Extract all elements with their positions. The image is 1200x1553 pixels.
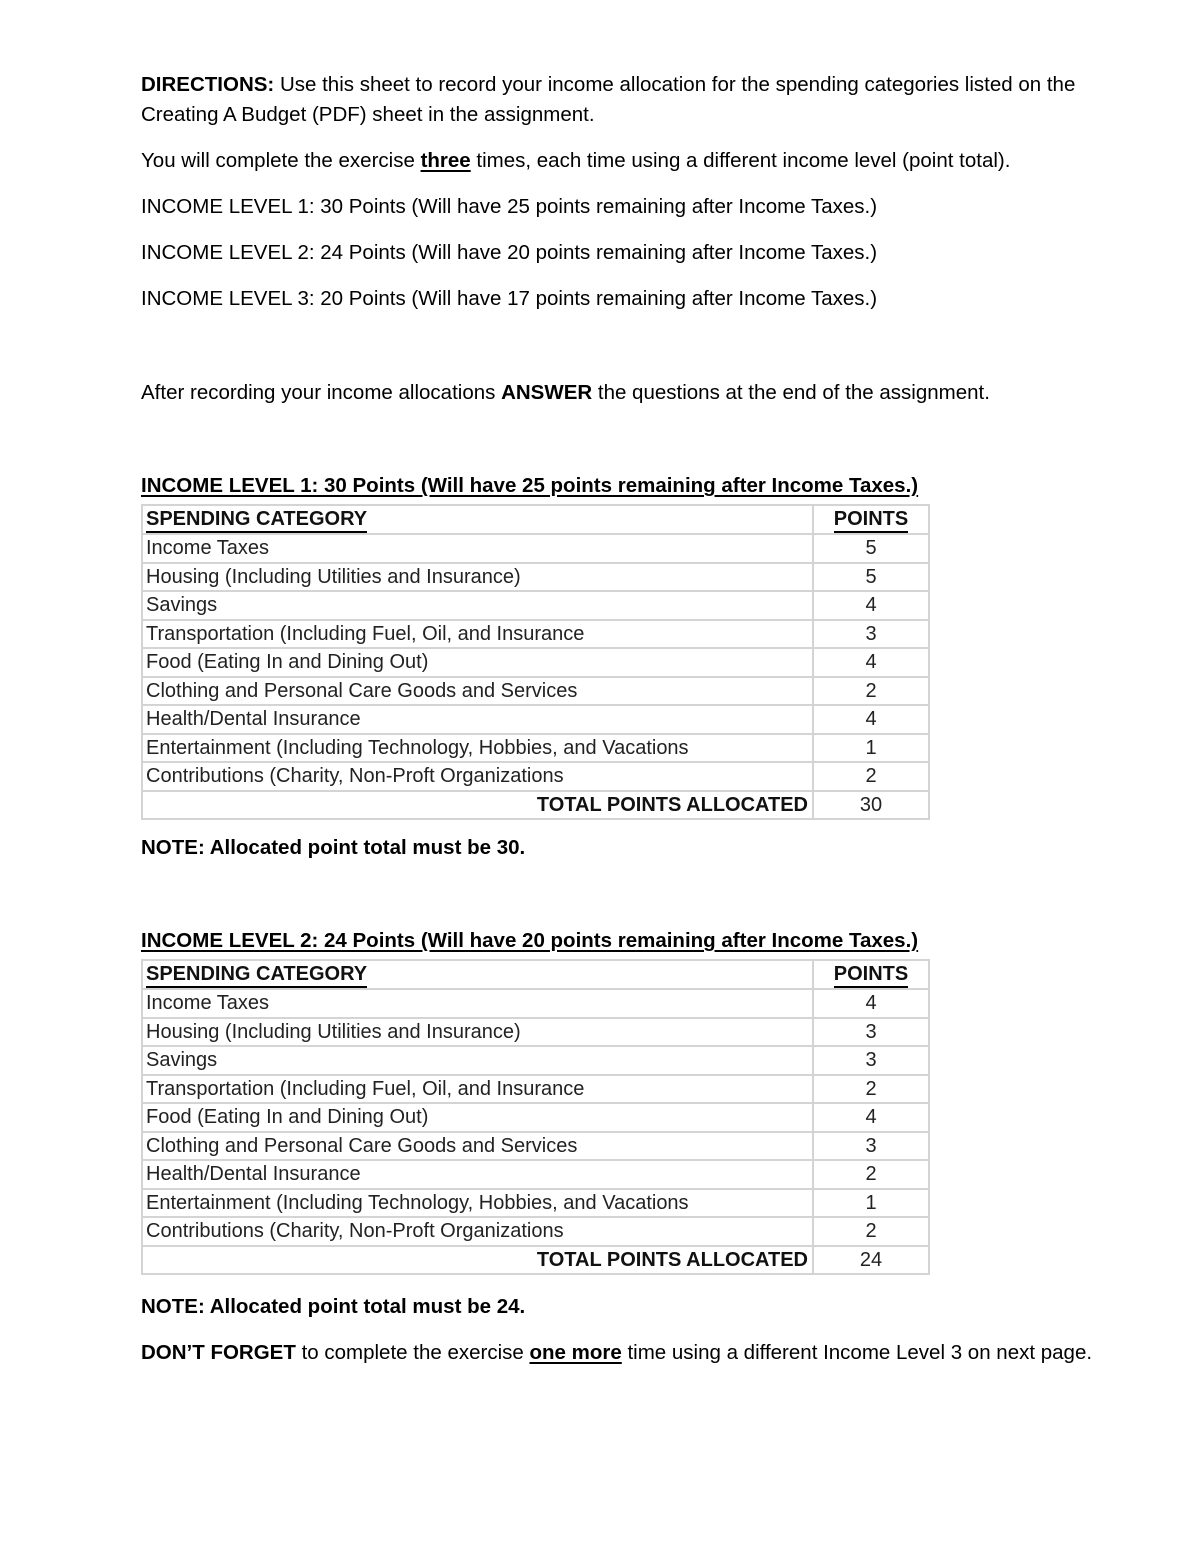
directions-label: DIRECTIONS: bbox=[141, 73, 275, 96]
table-row bbox=[142, 1160, 929, 1189]
table-row bbox=[142, 1018, 929, 1047]
category-cell: Health/Dental Insurance bbox=[142, 1160, 813, 1189]
points-cell: 4 bbox=[813, 591, 929, 620]
section2-heading: INCOME LEVEL 2: 24 Points (Will have 20 points remaining after Income Taxes.) bbox=[141, 929, 919, 952]
points-cell: 5 bbox=[813, 563, 929, 592]
points-cell: 2 bbox=[813, 677, 929, 706]
repeat-emphasis: three bbox=[420, 149, 471, 172]
category-cell: Savings bbox=[142, 1046, 813, 1075]
total-label: TOTAL POINTS ALLOCATED bbox=[142, 791, 813, 820]
repeat-text-before: You will complete the exercise bbox=[141, 149, 421, 172]
section1-note: NOTE: Allocated point total must be 30. bbox=[141, 836, 526, 859]
category-cell: Contributions (Charity, Non-Proft Organizations bbox=[142, 1217, 813, 1246]
total-value: 24 bbox=[813, 1246, 929, 1275]
income-level-3-line: INCOME LEVEL 3: 20 Points (Will have 17 points remaining after Income Taxes.) bbox=[141, 287, 878, 310]
footer-text-before: to complete the exercise bbox=[295, 1341, 530, 1364]
total-value: 30 bbox=[813, 791, 929, 820]
header-points bbox=[813, 505, 929, 534]
income-level-1-line: INCOME LEVEL 1: 30 Points (Will have 25 points remaining after Income Taxes.) bbox=[141, 195, 878, 218]
category-cell: Entertainment (Including Technology, Hobbies, and Vacations bbox=[142, 1189, 813, 1218]
points-cell: 4 bbox=[813, 705, 929, 734]
category-cell: Transportation (Including Fuel, Oil, and Insurance bbox=[142, 1075, 813, 1104]
table-row bbox=[142, 563, 929, 592]
table-row bbox=[142, 620, 929, 649]
answer-emphasis: ANSWER bbox=[501, 381, 593, 404]
category-cell: Entertainment (Including Technology, Hobbies, and Vacations bbox=[142, 734, 813, 763]
points-cell: 3 bbox=[813, 620, 929, 649]
after-text-after: the questions at the end of the assignment. bbox=[592, 381, 990, 404]
directions-paragraph bbox=[141, 70, 1141, 130]
category-cell: Housing (Including Utilities and Insurance) bbox=[142, 1018, 813, 1047]
footer-label: DON’T FORGET bbox=[141, 1341, 296, 1364]
header-category bbox=[142, 505, 813, 534]
points-cell: 4 bbox=[813, 648, 929, 677]
category-cell: Income Taxes bbox=[142, 534, 813, 563]
category-cell: Clothing and Personal Care Goods and Services bbox=[142, 677, 813, 706]
table-row bbox=[142, 648, 929, 677]
section2-table bbox=[141, 959, 930, 1275]
table-row bbox=[142, 989, 929, 1018]
table-row bbox=[142, 591, 929, 620]
header-category-label: SPENDING CATEGORY bbox=[146, 507, 367, 533]
points-cell: 2 bbox=[813, 1217, 929, 1246]
table-row bbox=[142, 734, 929, 763]
points-cell: 3 bbox=[813, 1132, 929, 1161]
header-points-label: POINTS bbox=[834, 507, 908, 533]
table-row bbox=[142, 677, 929, 706]
table-header-row bbox=[142, 505, 929, 534]
points-cell: 1 bbox=[813, 1189, 929, 1218]
header-category bbox=[142, 960, 813, 989]
category-cell: Transportation (Including Fuel, Oil, and Insurance bbox=[142, 620, 813, 649]
category-cell: Contributions (Charity, Non-Proft Organizations bbox=[142, 762, 813, 791]
points-cell: 5 bbox=[813, 534, 929, 563]
table-header-row bbox=[142, 960, 929, 989]
table-row bbox=[142, 762, 929, 791]
table-row bbox=[142, 705, 929, 734]
total-row bbox=[142, 1246, 929, 1275]
repeat-instruction bbox=[141, 146, 1141, 176]
document-page bbox=[141, 70, 1141, 1368]
table-row bbox=[142, 1217, 929, 1246]
category-cell: Savings bbox=[142, 591, 813, 620]
after-recording-instruction bbox=[141, 378, 1141, 408]
footer-reminder bbox=[141, 1338, 1141, 1368]
section1-heading: INCOME LEVEL 1: 30 Points (Will have 25 points remaining after Income Taxes.) bbox=[141, 474, 919, 497]
after-text-before: After recording your income allocations bbox=[141, 381, 502, 404]
points-cell: 4 bbox=[813, 1103, 929, 1132]
table-row bbox=[142, 534, 929, 563]
category-cell: Food (Eating In and Dining Out) bbox=[142, 1103, 813, 1132]
category-cell: Clothing and Personal Care Goods and Services bbox=[142, 1132, 813, 1161]
directions-text: Use this sheet to record your income allocation for the spending categories listed on the Creating A Budget (PDF) sheet in the assignment. bbox=[141, 73, 1076, 126]
section2-note: NOTE: Allocated point total must be 24. bbox=[141, 1295, 526, 1318]
income-level-2-line: INCOME LEVEL 2: 24 Points (Will have 20 points remaining after Income Taxes.) bbox=[141, 241, 878, 264]
total-label: TOTAL POINTS ALLOCATED bbox=[142, 1246, 813, 1275]
points-cell: 4 bbox=[813, 989, 929, 1018]
header-category-label: SPENDING CATEGORY bbox=[146, 962, 367, 988]
category-cell: Food (Eating In and Dining Out) bbox=[142, 648, 813, 677]
points-cell: 2 bbox=[813, 762, 929, 791]
table-row bbox=[142, 1132, 929, 1161]
table-row bbox=[142, 1046, 929, 1075]
category-cell: Housing (Including Utilities and Insurance) bbox=[142, 563, 813, 592]
repeat-text-after: times, each time using a different income level (point total). bbox=[470, 149, 1011, 172]
category-cell: Income Taxes bbox=[142, 989, 813, 1018]
points-cell: 3 bbox=[813, 1046, 929, 1075]
table-row bbox=[142, 1103, 929, 1132]
footer-text-after: time using a different Income Level 3 on next page. bbox=[621, 1341, 1093, 1364]
points-cell: 2 bbox=[813, 1075, 929, 1104]
header-points-label: POINTS bbox=[834, 962, 908, 988]
header-points bbox=[813, 960, 929, 989]
points-cell: 1 bbox=[813, 734, 929, 763]
table-row bbox=[142, 1075, 929, 1104]
points-cell: 3 bbox=[813, 1018, 929, 1047]
table-row bbox=[142, 1189, 929, 1218]
section1-table bbox=[141, 504, 930, 820]
footer-emphasis: one more bbox=[529, 1341, 622, 1364]
points-cell: 2 bbox=[813, 1160, 929, 1189]
total-row bbox=[142, 791, 929, 820]
category-cell: Health/Dental Insurance bbox=[142, 705, 813, 734]
